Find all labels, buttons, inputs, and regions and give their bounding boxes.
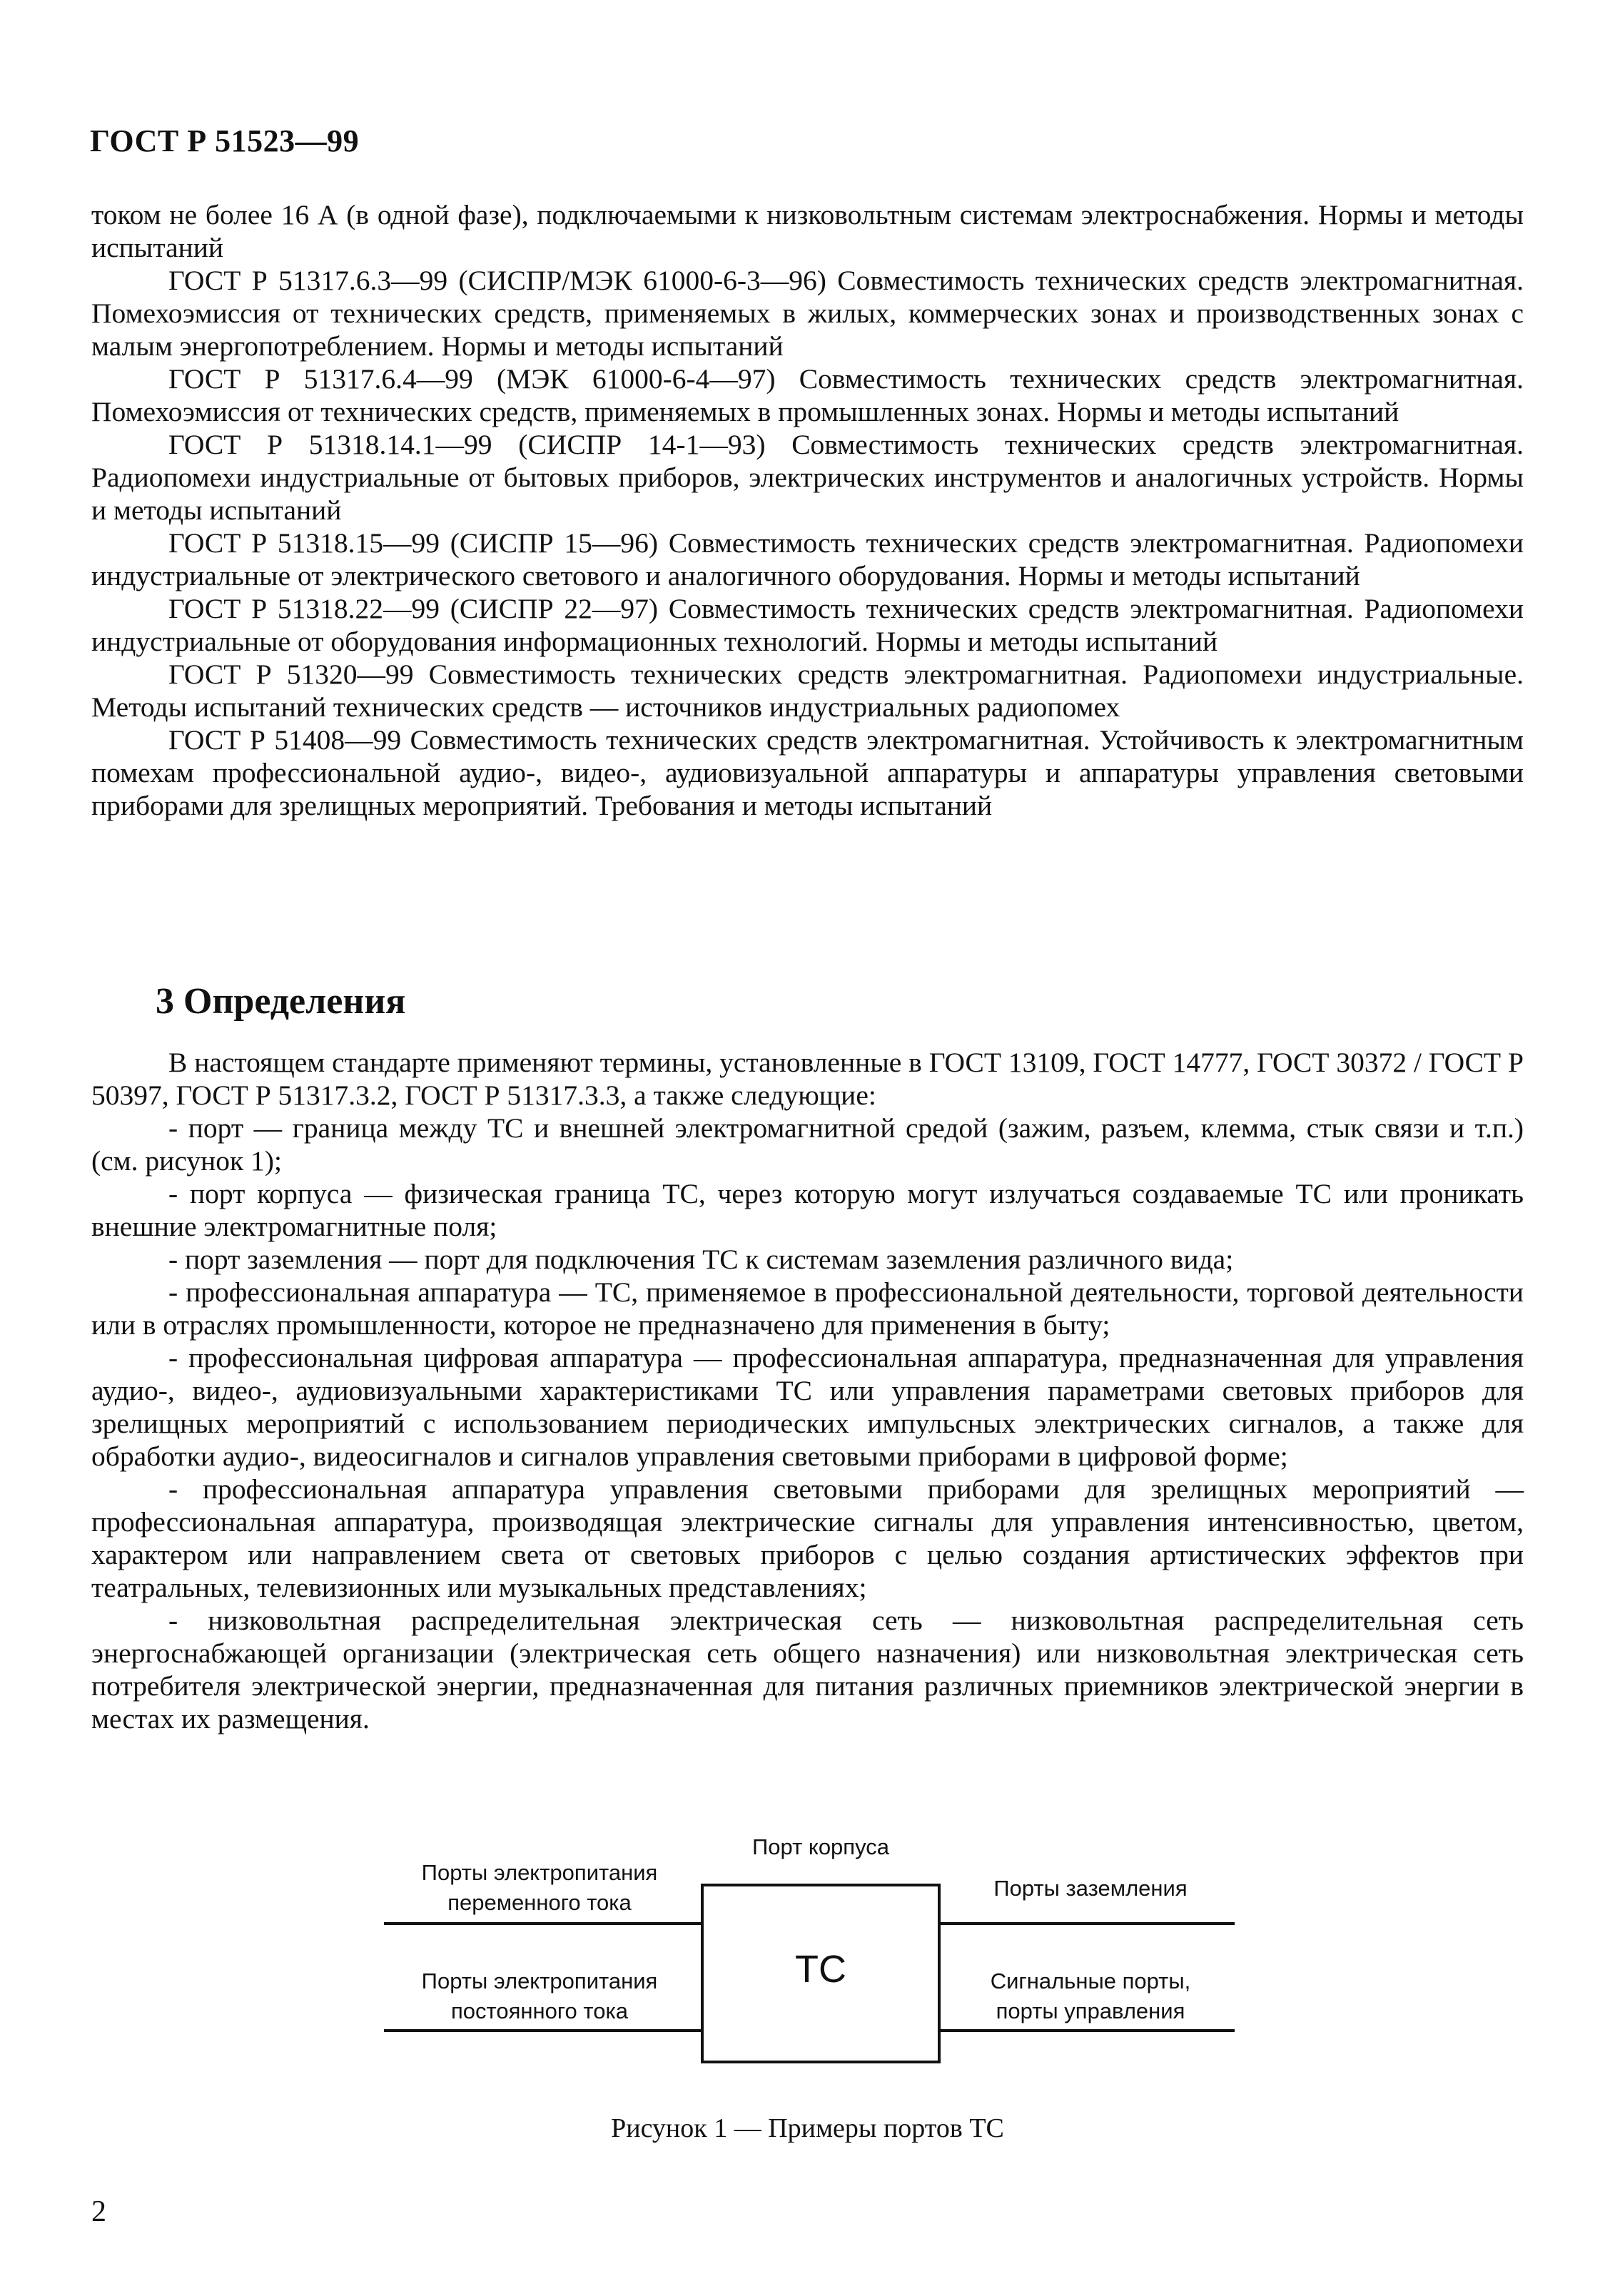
enclosure-port-label: Порт корпуса	[752, 1834, 889, 1859]
definitions-intro: В настоящем стандарте применяют термины, установленные в ГОСТ 13109, ГОСТ 14777, ГОСТ 30372 / ГОСТ Р 50397, ГОСТ Р 51317.3.2, ГОСТ Р 51317.3.3, а также следующие:	[91, 1047, 1524, 1111]
reference-paragraph: ГОСТ Р 51318.14.1—99 (СИСПР 14-1—93) Совместимость технических средств электромагнитная. Радиопомехи индустриальные от бытовых приборов, электрических инструментов и аналогичных устройств. Нормы и методы испытаний	[91, 429, 1524, 526]
earth-port-line	[939, 1922, 1235, 1925]
page-number: 2	[91, 2195, 106, 2228]
reference-paragraph: ГОСТ Р 51318.15—99 (СИСПР 15—96) Совместимость технических средств электромагнитная. Радиопомехи индустриальные от электрического светового и аналогичного оборудования. Нормы и методы испытаний	[91, 527, 1524, 591]
figure-caption: Рисунок 1 — Примеры портов ТС	[611, 2113, 1004, 2143]
reference-paragraph: ГОСТ Р 51320—99 Совместимость технических средств электромагнитная. Радиопомехи индустриальные. Методы испытаний технических средств — источников индустриальных радиопомех	[91, 659, 1524, 723]
definition-item: - профессиональная цифровая аппаратура — профессиональная аппаратура, предназначенная для управления аудио-, видео-, аудиовизуальными характеристиками ТС или управления параметрами световых приборов для зрелищных мероприятий с использованием периодических импульсных электрических сигналов, а также для обработки аудио-, видеосигналов и сигналов управления световыми приборами в цифровой форме;	[91, 1342, 1524, 1472]
definition-item: - низковольтная распределительная электрическая сеть — низковольтная распределительная сеть энергоснабжающей организации (электрическая сеть общего назначения) или низковольтная электрическая сеть потребителя электрической энергии, предназначенная для питания различных приемников электрической энергии в местах их размещения.	[91, 1605, 1524, 1734]
ac-power-ports-label: Порты электропитания переменного тока	[421, 1860, 658, 1915]
dc-power-ports-label: Порты электропитания постоянного тока	[421, 1969, 658, 2023]
definition-item: - порт заземления — порт для подключения ТС к системам заземления различного вида;	[168, 1244, 1234, 1275]
section-title: 3 Определения	[156, 981, 406, 1022]
reference-paragraph: ГОСТ Р 51318.22—99 (СИСПР 22—97) Совместимость технических средств электромагнитная. Радиопомехи индустриальные от оборудования информационных технологий. Нормы и методы испытаний	[91, 593, 1524, 657]
ac-power-port-line	[384, 1922, 702, 1925]
earth-ports-label: Порты заземления	[993, 1876, 1188, 1901]
normative-references	[91, 198, 1524, 822]
definition-item: - профессиональная аппаратура — ТС, применяемое в профессиональной деятельности, торговой деятельности или в отраслях промышленности, которое не предназначено для применения в быту;	[91, 1276, 1524, 1341]
signal-port-line	[939, 2029, 1235, 2032]
dc-power-port-line	[384, 2029, 702, 2032]
reference-paragraph: током не более 16 А (в одной фазе), подключаемыми к низковольтным системам электроснабжения. Нормы и методы испытаний	[91, 199, 1524, 263]
reference-paragraph: ГОСТ Р 51408—99 Совместимость технических средств электромагнитная. Устойчивость к электромагнитным помехам профессиональной аудио-, видео-, аудиовизуальной аппаратуры и аппаратуры управления световыми приборами для зрелищных мероприятий. Требования и методы испытаний	[91, 724, 1524, 821]
definition-item: - порт корпуса — физическая граница ТС, через которую могут излучаться создаваемые ТС или проникать внешние электромагнитные поля;	[91, 1178, 1524, 1242]
reference-paragraph: ГОСТ Р 51317.6.4—99 (МЭК 61000-6-4—97) Совместимость технических средств электромагнитная. Помехоэмиссия от технических средств, применяемых в промышленных зонах. Нормы и методы испытаний	[91, 363, 1524, 427]
equipment-label: ТС	[795, 1948, 846, 1991]
document-header: ГОСТ Р 51523—99	[90, 123, 360, 158]
definition-item: - порт — граница между ТС и внешней электромагнитной средой (зажим, разъем, клемма, стык связи и т.п.) (см. рисунок 1);	[91, 1112, 1524, 1177]
definitions	[91, 1046, 1524, 1735]
reference-paragraph: ГОСТ Р 51317.6.3—99 (СИСПР/МЭК 61000-6-3—96) Совместимость технических средств электромагнитная. Помехоэмиссия от технических средств, применяемых в жилых, коммерческих зонах и производственных зонах с малым энергопотреблением. Нормы и методы испытаний	[91, 265, 1524, 362]
definition-item: - профессиональная аппаратура управления световыми приборами для зрелищных мероприятий — профессиональная аппаратура, производящая электрические сигналы для управления интенсивностью, цветом, характером или направлением света от световых приборов с целью создания артистических эффектов при театральных, телевизионных или музыкальных представлениях;	[91, 1473, 1524, 1603]
signal-control-ports-label: Сигнальные порты, порты управления	[990, 1969, 1191, 2023]
equipment-box	[701, 1884, 941, 2063]
